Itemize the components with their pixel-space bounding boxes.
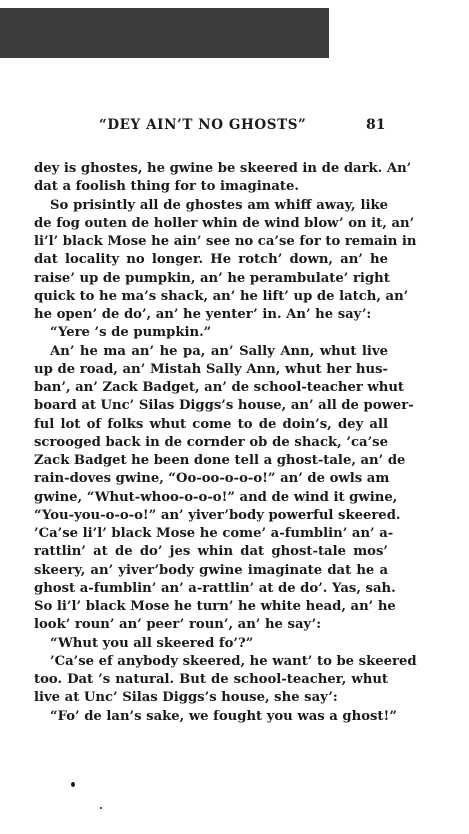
text-line: rattlin’ at de do’ jes whin dat ghost-tale mos’ [34,544,388,560]
text-line: gwine, “Whut-whoo-o-o-o!” and de wind it gwine, [34,489,398,505]
text-line: ghost a-fumblin’ an’ a-rattlin’ at de do’. Yas, sah. [34,580,396,596]
text-line: “Yere ’s de pumpkin.” [50,325,212,341]
text-line: So prisintly all de ghostes am whiff away, like [50,197,388,213]
page-number: 81 [366,117,386,133]
text-line: ban’, an’ Zack Badget, an’ de school-teacher whut [34,380,404,395]
text-line: he open’ de do’, an’ he yenter’ in. An’ he say’: [34,307,372,322]
text-line: de fog outen de holler whin de wind blow’ on it, an’ [34,215,415,231]
text-line: dey is ghostes, he gwine be skeered in de dark. An’ [34,161,412,176]
ink-speck [100,807,102,809]
text-line: Zack Badget he been done tell a ghost-tale, an’ de [34,453,406,468]
ink-speck [71,782,75,787]
text-line: skeery, an’ yiver’body gwine imaginate dat he a [34,562,388,578]
running-title: “DEY AIN’T NO GHOSTS” [99,117,307,133]
text-line: rain-doves gwine, “Oo-oo-o-o-o!” an’ de owls am [34,471,390,487]
text-line: dat locality no longer. He rotch’ down, an’ he [34,252,388,268]
text-line: scrooged back in de cornder ob de shack, ’ca’se [34,434,388,450]
text-line: “Whut you all skeered fo’?” [50,635,254,651]
text-line: look’ roun’ an’ peer’ roun’, an’ he say’: [34,617,322,633]
page-header [0,117,469,137]
text-line: too. Dat ’s natural. But de school-teacher, whut [34,672,388,687]
text-line: dat a foolish thing for to imaginate. [34,179,299,195]
text-line: “Fo’ de lan’s sake, we fought you was a ghost!” [50,708,397,724]
text-line: So li’l’ black Mose he turn’ he white head, an’ he [34,599,396,614]
body-text [34,160,417,726]
text-line: ’Ca’se li’l’ black Mose he come’ a-fumblin’ an’ a- [34,526,394,541]
text-line: An’ he ma an’ he pa, an’ Sally Ann, whut live [50,343,388,359]
text-line: live at Unc’ Silas Diggs’s house, she say’: [34,690,338,706]
text-line: ful lot of folks whut come to de doin’s, dey all [34,416,388,432]
text-line: up de road, an’ Mistah Sally Ann, whut her hus- [34,361,388,377]
text-line: quick to he ma’s shack, an’ he lift’ up de latch, an’ [34,288,409,304]
text-line: board at Unc’ Silas Diggs’s house, an’ all de power- [34,398,414,414]
text-line: “You-you-o-o-o!” an’ yiver’body powerful skeered. [34,507,401,523]
text-line: ’Ca’se ef anybody skeered, he want’ to be skeered [50,653,417,669]
text-line: raise’ up de pumpkin, an’ he perambulate’ right [34,270,390,286]
redaction-bar [0,8,329,58]
text-line: li’l’ black Mose he ain’ see no ca’se for to remain in [34,234,417,249]
